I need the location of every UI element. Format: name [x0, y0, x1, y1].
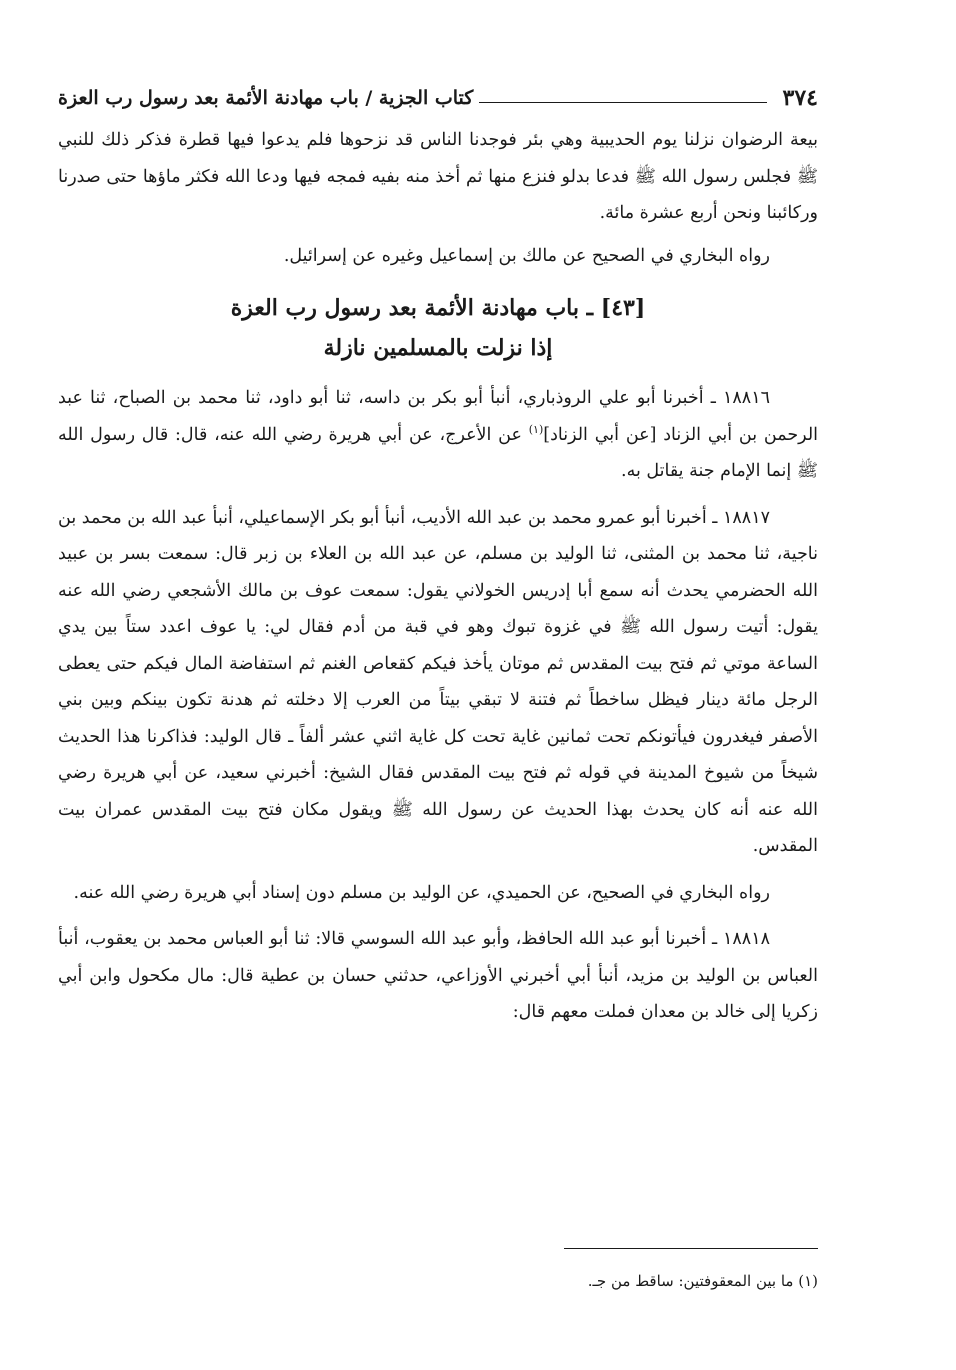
footnote: (١) ما بين المعقوفتين: ساقط من جـ.	[587, 1272, 818, 1290]
chapter-heading-line-2: إذا نزلت بالمسلمين نازلة	[323, 335, 553, 361]
hadith-18818: ١٨٨١٨ ـ أخبرنا أبو عبد الله الحافظ، وأبو عبد الله السوسي قالا: ثنا أبو العباس محمد بن يعقوب، أنبأ العباس بن الوليد بن مزيد، أنبأ أبي أخبرني الأوزاعي، حدثني حسان بن عطية قال: مال مكحول وابن أبي زكريا إلى خالد بن معدان فملت معهم قال:	[58, 929, 818, 1022]
paragraph-attribution-2: رواه البخاري في الصحيح، عن الحميدي، عن الوليد بن مسلم دون إسناد أبي هريرة رضي الله عنه.	[73, 882, 770, 903]
header-rule	[479, 102, 766, 103]
chapter-heading-line-1: [٤٣] ـ باب مهادنة الأئمة بعد رسول رب العزة	[230, 295, 646, 321]
paragraph-continuation: بيعة الرضوان نزلنا يوم الحديبية وهي بئر فوجدنا الناس قد نزحوها فلم يدعوا فيها قطرة فذكر ذلك للنبي ﷺ فجلس رسول الله ﷺ فدعا بدلو فنزع منها ثم أخذ منه بفيه فمجه فيها ودعا الله فكثر ماؤها حتى صدرنا وركائبنا ونحن أربع عشرة مائة.	[58, 130, 818, 223]
chapter-heading	[58, 288, 818, 368]
book-page	[58, 82, 818, 1031]
footnote-reference: (١)	[528, 422, 544, 436]
paragraph-attribution: رواه البخاري في الصحيح عن مالك بن إسماعيل وغيره عن إسرائيل.	[283, 245, 770, 266]
hadith-18817: ١٨٨١٧ ـ أخبرنا أبو عمرو محمد بن عبد الله الأديب، أنبأ أبو بكر الإسماعيلي، أنبأ عبد الله بن محمد بن ناجية، ثنا محمد بن المثنى، ثنا الوليد بن مسلم، عن عبد الله بن العلاء بن زبر قال: سمعت بسر بن عبيد الله الحضرمي يحدث أنه سمع أبا إدريس الخولاني يقول: سمعت عوف بن مالك الأشجعي رضي الله عنه يقول: أتيت رسول الله ﷺ في غزوة تبوك وهو في قبة من أدم فقال لي: يا عوف اعدد ستاً بين يدي الساعة موتي ثم فتح بيت المقدس ثم موتان يأخذ فيكم كقعاص الغنم ثم استفاضة المال فيكم حتى يعطى الرجل مائة دينار فيظل ساخطاً ثم فتنة لا تبقي بيتاً من العرب إلا دخلته ثم هدنة تكون بينكم وبين بني الأصفر فيغدرون فيأتونكم تحت ثمانين غاية تحت كل غاية اثني عشر ألفاً ـ قال الوليد: فذاكرنا هذا الحديث شيخاً من شيوخ المدينة في قوله ثم فتح بيت المقدس فقال الشيخ: أخبرني سعيد، عن أبي هريرة رضي الله عنه أنه كان يحدث بهذا الحديث عن رسول الله ﷺ ويقول مكان فتح بيت المقدس عمران بيت المقدس.	[58, 507, 818, 856]
running-title: كتاب الجزية / باب مهادنة الأئمة بعد رسول رب العزة	[58, 87, 474, 109]
hadith-18816-part-1: ١٨٨١٦ ـ أخبرنا أبو علي الروذباري، أنبأ أبو بكر بن داسه، ثنا أبو داود، ثنا محمد بن الصباح، ثنا عبد الرحمن بن أبي الزناد [عن أبي الزناد]	[58, 388, 819, 445]
hadith-18816	[58, 380, 818, 490]
running-header	[58, 82, 818, 114]
footnote-rule	[564, 1248, 818, 1249]
page-number: ٣٧٤	[782, 85, 818, 111]
main-text	[58, 122, 818, 1031]
hadith-18816-part-2: عن الأعرج، عن أبي هريرة رضي الله عنه، قال: قال رسول الله ﷺ إنما الإمام جنة يقاتل به.	[58, 424, 818, 481]
